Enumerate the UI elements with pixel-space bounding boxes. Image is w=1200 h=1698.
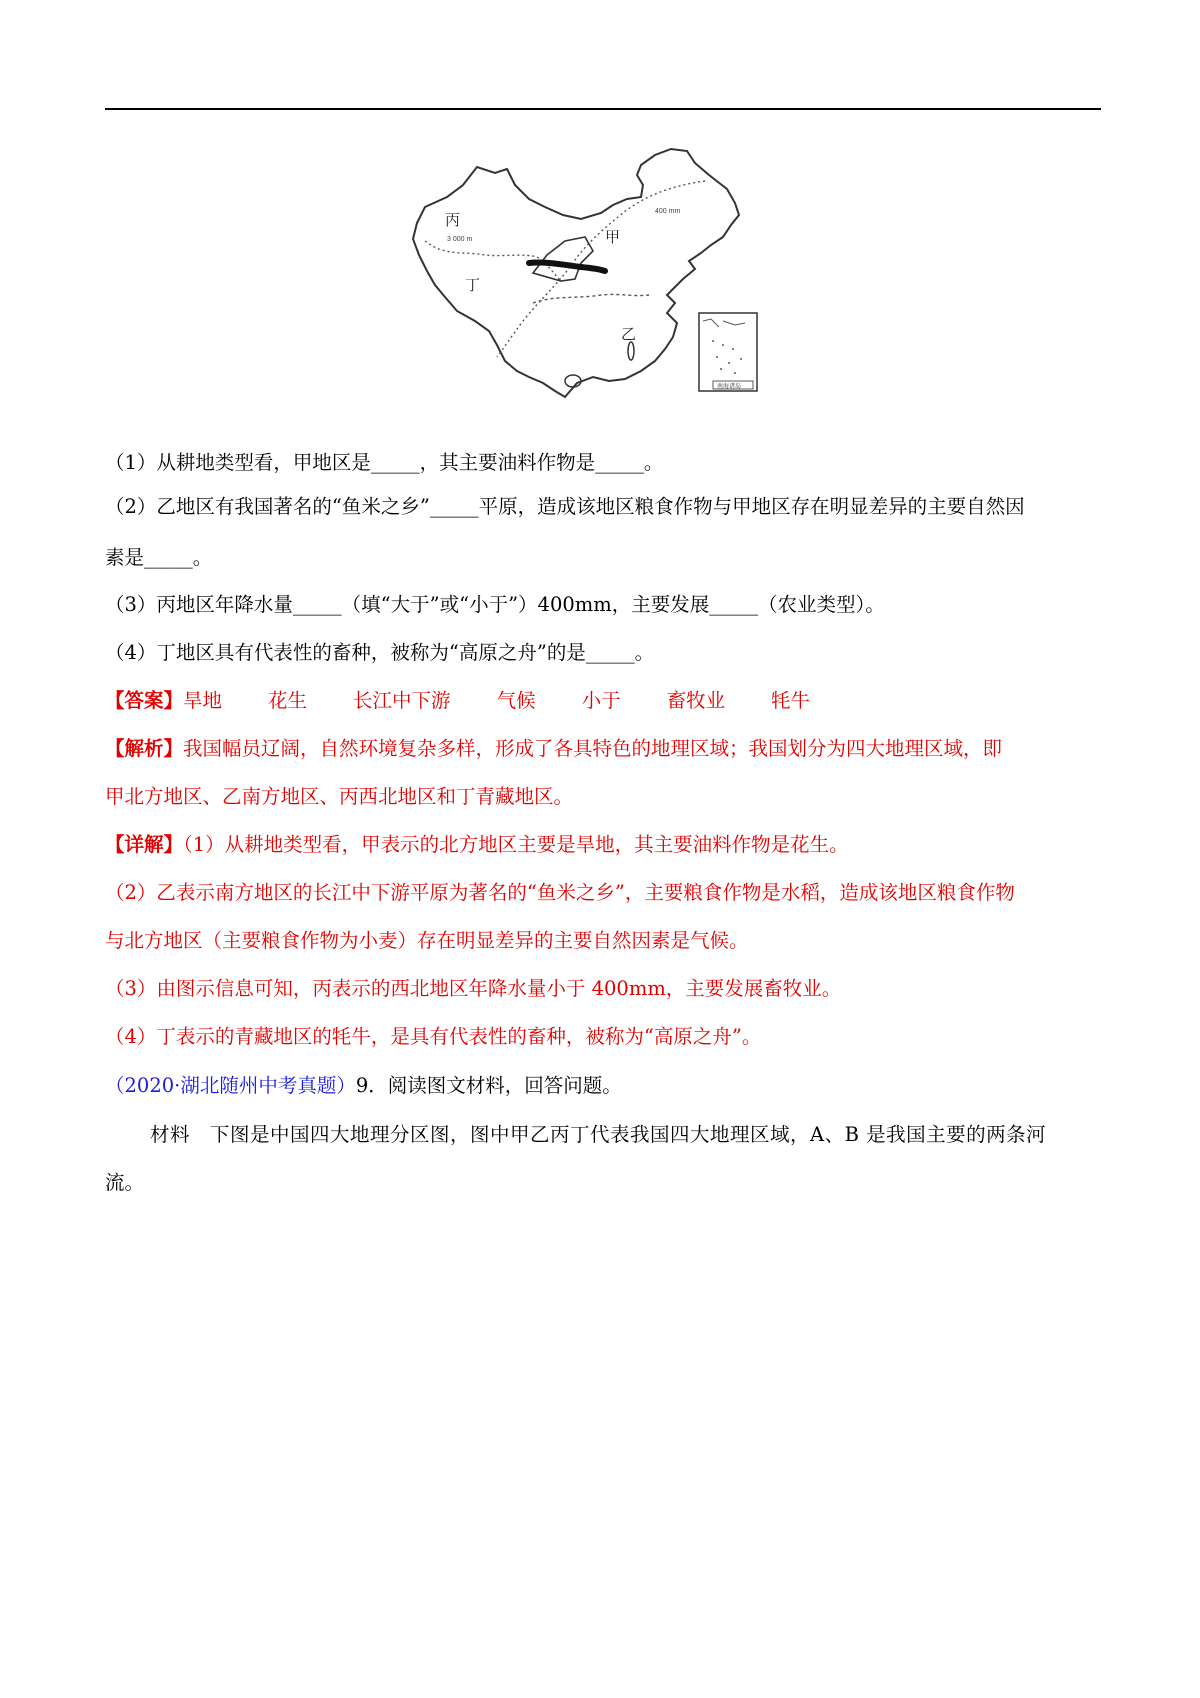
detail-line-2: （2）乙表示南方地区的长江中下游平原为著名的“鱼米之乡”，主要粮食作物是水稻，造成该地区粮食作物 xyxy=(105,881,1015,904)
china-regions-map xyxy=(405,145,790,423)
header-rule xyxy=(105,108,1101,110)
detail-line-1: 【详解】（1）从耕地类型看，甲表示的北方地区主要是旱地，其主要油料作物是花生。 xyxy=(105,833,849,856)
material-line-1: 材料 下图是中国四大地理分区图，图中甲乙丙丁代表我国四大地理区域，A、B 是我国主要的两条河 xyxy=(150,1123,1047,1146)
qinling-band xyxy=(529,262,605,271)
label-jia: 甲 xyxy=(605,229,621,246)
label-ding: 丁 xyxy=(465,277,481,294)
question-source: （2020·湖北随州中考真题） xyxy=(105,1074,356,1097)
label-400mm: 400 mm xyxy=(655,208,681,215)
inset-label: 南海诸岛 xyxy=(717,384,742,390)
detail-line-4: （3）由图示信息可知，丙表示的西北地区年降水量小于 400mm，主要发展畜牧业。 xyxy=(105,977,842,1000)
answer-item: 长江中下游 xyxy=(353,689,451,712)
material-line-2: 流。 xyxy=(105,1171,145,1194)
answer-item: 气候 xyxy=(496,689,536,712)
answer-item: 牦牛 xyxy=(771,689,811,712)
analysis-line-2: 甲北方地区、乙南方地区、丙西北地区和丁青藏地区。 xyxy=(105,785,574,808)
answer-item: 花生 xyxy=(268,689,308,712)
detail-label: 【详解】 xyxy=(105,833,184,856)
hainan-island xyxy=(565,375,581,387)
question-text: 9．阅读图文材料，回答问题。 xyxy=(355,1074,622,1097)
label-3000m: 3 000 m xyxy=(447,236,473,243)
taiwan-island xyxy=(628,342,634,360)
south-china-sea-inset xyxy=(699,313,757,391)
question-2-line-2: 素是_____。 xyxy=(105,546,213,569)
next-question xyxy=(105,1073,622,1099)
analysis-label: 【解析】 xyxy=(105,737,184,760)
answer-item: 小于 xyxy=(581,689,621,712)
question-4: （4）丁地区具有代表性的畜种，被称为“高原之舟”的是_____。 xyxy=(105,641,655,664)
label-yi: 乙 xyxy=(621,326,637,343)
answer-item: 旱地 xyxy=(183,689,223,712)
question-3: （3）丙地区年降水量_____（填“大于”或“小于”）400mm，主要发展_____（农业类型）。 xyxy=(105,593,885,616)
detail-line-3: 与北方地区（主要粮食作物为小麦）存在明显差异的主要自然因素是气候。 xyxy=(105,929,749,952)
answer-label: 【答案】 xyxy=(105,689,184,712)
qinling-huaihe-line xyxy=(533,294,649,303)
answer-line xyxy=(105,688,810,714)
label-bing: 丙 xyxy=(445,212,461,229)
china-outline xyxy=(413,149,742,397)
question-2-line-1: （2）乙地区有我国著名的“鱼米之乡”_____平原，造成该地区粮食作物与甲地区存在明显差异的主要自然因 xyxy=(105,495,1025,518)
analysis-line-1: 【解析】我国幅员辽阔，自然环境复杂多样，形成了各具特色的地理区域；我国划分为四大地理区域，即 xyxy=(105,737,1003,760)
question-1: （1）从耕地类型看，甲地区是_____，其主要油料作物是_____。 xyxy=(105,451,664,474)
answer-item: 畜牧业 xyxy=(666,689,726,712)
detail-line-5: （4）丁表示的青藏地区的牦牛，是具有代表性的畜种，被称为“高原之舟”。 xyxy=(105,1025,762,1048)
loess-plateau-outline xyxy=(533,237,593,281)
